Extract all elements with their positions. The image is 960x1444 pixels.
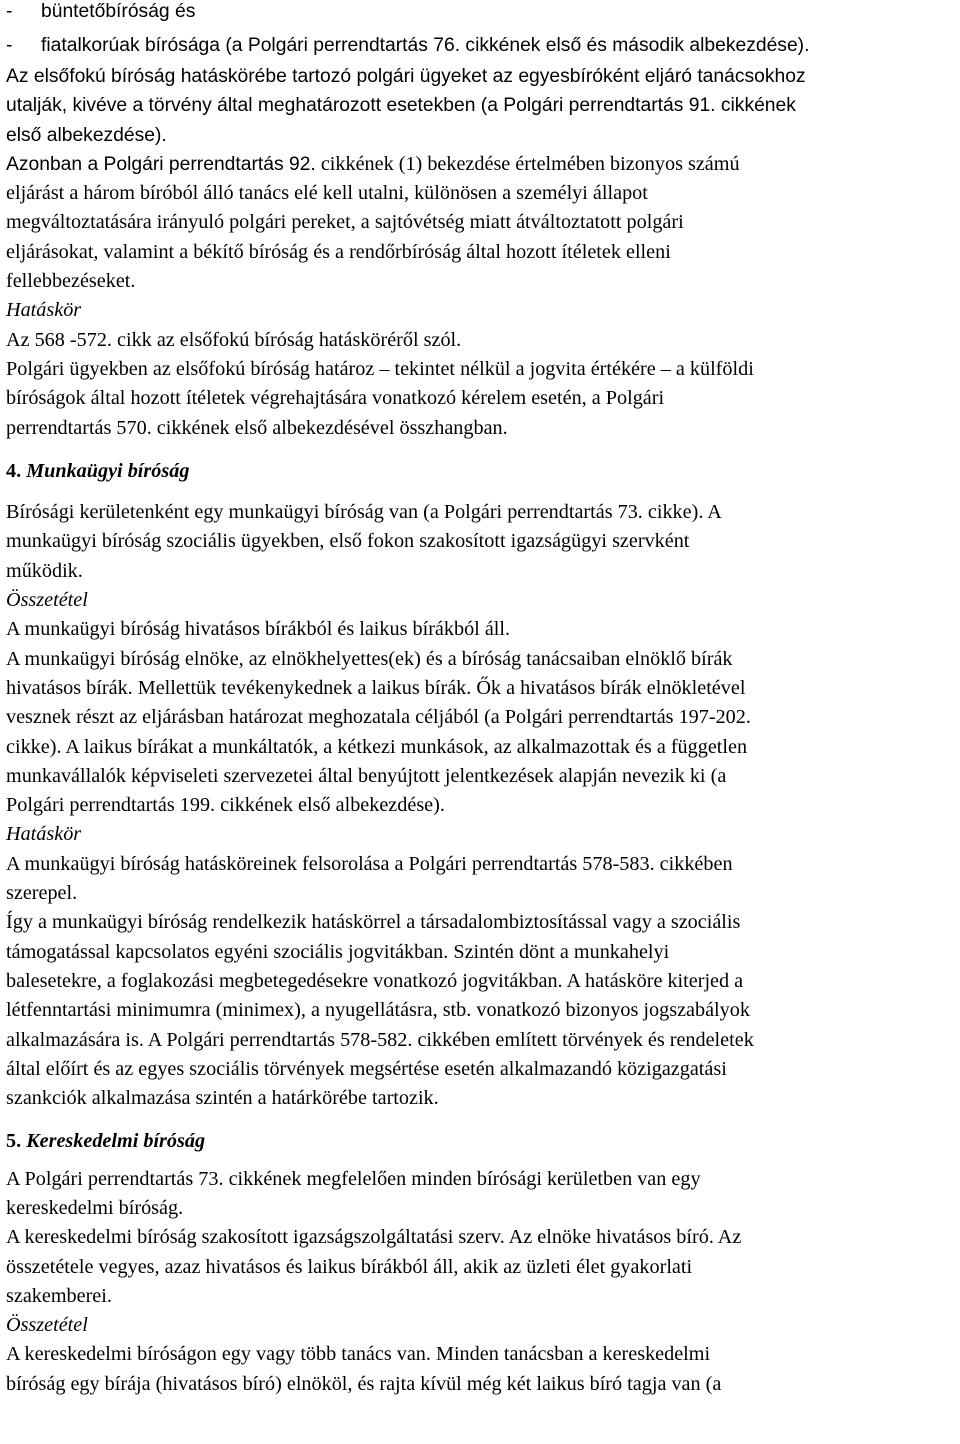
list-dash: - xyxy=(6,35,13,56)
text-line: által előírt és az egyes szociális törvények megsértése esetén alkalmazandó közigazgatási xyxy=(6,1057,727,1080)
text-line: Bírósági kerületenként egy munkaügyi bíróság van (a Polgári perrendtartás 73. cikke). A xyxy=(6,501,722,524)
text-line: támogatással kapcsolatos egyéni szociális jogvitákban. Szintén dönt a munkahelyi xyxy=(6,940,670,963)
text-line: bíróságok által hozott ítéletek végrehajtására vonatkozó kérelem esetén, a Polgári xyxy=(6,387,665,410)
subheading-osszetetel: Összetétel xyxy=(6,589,88,612)
text-line: A munkaügyi bíróság hivatásos bírákból és laikus bírákból áll. xyxy=(6,618,511,641)
list-item: - büntetőbíróság és xyxy=(6,0,960,30)
text-line: Az 568 -572. cikk az elsőfokú bíróság hatásköréről szól. xyxy=(6,328,462,351)
text-line: kereskedelmi bíróság. xyxy=(6,1196,184,1219)
text-line: Így a munkaügyi bíróság rendelkezik hatáskörrel a társadalombiztosítással vagy a szociális xyxy=(6,911,741,934)
list-dash: - xyxy=(6,1,13,22)
text-line: perrendtartás 570. cikkének első albekezdésével összhangban. xyxy=(6,416,508,439)
section-commercial-court xyxy=(6,1127,960,1399)
text-line: bíróság egy bírája (hivatásos bíró) elnököl, és rajta kívül még két laikus bíró tagja van (a xyxy=(6,1372,722,1395)
text-line: Polgári ügyekben az elsőfokú bíróság határoz – tekintet nélkül a jogvita értékére – a külföldi xyxy=(6,357,754,380)
text-line: eljárást a három bíróból álló tanács elé kell utalni, különösen a személyi állapot xyxy=(6,182,648,205)
text-line: balesetekre, a foglakozási megbetegedésekre vonatkozó jogvitákban. A hatásköre kiterjed a xyxy=(6,969,744,992)
subheading-hataskor: Hatáskör xyxy=(6,299,82,322)
text-line: A kereskedelmi bíróság szakosított igazságszolgáltatási szerv. Az elnöke hivatásos bíró. Az xyxy=(6,1226,742,1249)
text-line: szerepel. xyxy=(6,882,78,905)
text-line: létfenntartási minimumra (minimex), a nyugellátásra, stb. vonatkozó bizonyos jogszabályok xyxy=(6,999,750,1022)
text-line: A kereskedelmi bíróságon egy vagy több tanács van. Minden tanácsban a kereskedelmi xyxy=(6,1343,711,1366)
text-line: fellebbezéseket. xyxy=(6,270,136,293)
dash-list xyxy=(6,0,960,64)
list-item: - fiatalkorúak bírósága (a Polgári perrendtartás 76. cikkének első és második albekezdése). xyxy=(6,28,960,64)
text-line: A Polgári perrendtartás 73. cikkének megfelelően minden bírósági kerületben van egy xyxy=(6,1167,701,1190)
subheading-osszetetel: Összetétel xyxy=(6,1314,88,1337)
subheading-hataskor: Hatáskör xyxy=(6,823,82,846)
text-line: alkalmazására is. A Polgári perrendtartás 578-582. cikkében említett törvények és rendeletek xyxy=(6,1028,754,1051)
text-line: munkaügyi bíróság szociális ügyekben, első fokon szakosított igazságügyi szervként xyxy=(6,530,690,553)
section-heading: 4. Munkaügyi bíróság xyxy=(6,459,190,482)
text-line: összetétele vegyes, azaz hivatásos és laikus bírákból áll, akik az üzleti élet gyakorlati xyxy=(6,1255,693,1278)
text-line: utalják, kivéve a törvény által meghatározott esetekben (a Polgári perrendtartás 91. cikkének xyxy=(6,95,796,117)
section-heading: 5. Kereskedelmi bíróság xyxy=(6,1130,206,1153)
text-line: Polgári perrendtartás 199. cikkének első albekezdése). xyxy=(6,794,445,817)
text-line: szakemberei. xyxy=(6,1284,112,1307)
section-labour-court xyxy=(6,457,960,1114)
text-line: munkavállalók képviseleti szervezetei által benyújtott jelentkezések alapján nevezik ki (a xyxy=(6,764,727,787)
paragraph-chamber-assignment xyxy=(6,62,960,150)
text-line: hivatásos bírák. Mellettük tevékenykednek a laikus bírák. Ők a hivatásos bírák elnökletével xyxy=(6,676,746,699)
paragraph-three-judge-panel xyxy=(6,150,960,296)
text-line: eljárásokat, valamint a békítő bíróság és a rendőrbíróság által hozott ítéletek elleni xyxy=(6,240,671,263)
text-line: Az elsőfokú bíróság hatáskörébe tartozó polgári ügyeket az egyesbíróként eljáró tanácsokhoz xyxy=(6,66,806,87)
text-line: Azonban a Polgári perrendtartás 92. cikkének (1) bekezdése értelmében bizonyos számú xyxy=(6,152,740,175)
text-line: szankciók alkalmazása szintén a határkörébe tartozik. xyxy=(6,1087,439,1110)
text-line: A munkaügyi bíróság hatásköreinek felsorolása a Polgári perrendtartás 578-583. cikkében xyxy=(6,852,733,875)
text-line: megváltoztatására irányuló polgári pereket, a sajtóvétség miatt átváltoztatott polgári xyxy=(6,211,684,234)
text-line: első albekezdése). xyxy=(6,124,167,146)
section-first-instance-jurisdiction xyxy=(6,296,960,442)
text-line: A munkaügyi bíróság elnöke, az elnökhelyettes(ek) és a bíróság tanácsaiban elnöklő bírák xyxy=(6,647,733,670)
text-line: vesznek részt az eljárásban határozat meghozatala céljából (a Polgári perrendtartás 197-202. xyxy=(6,706,751,729)
text-line: működik. xyxy=(6,559,83,582)
text-line: cikke). A laikus bírákat a munkáltatók, a kétkezi munkások, az alkalmazottak és a független xyxy=(6,735,748,758)
